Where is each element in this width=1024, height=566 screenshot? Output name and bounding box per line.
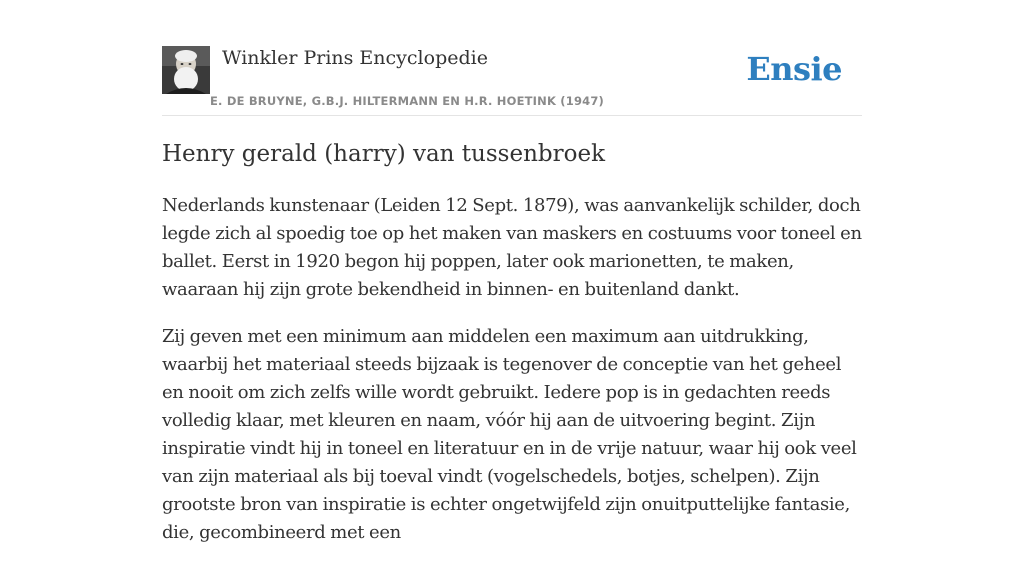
avatar[interactable] xyxy=(162,46,210,94)
portrait-icon xyxy=(162,46,210,94)
article-title: Henry gerald (harry) van tussenbroek xyxy=(162,141,606,167)
article-paragraph: Zij geven met een minimum aan middelen een maximum aan uitdrukking, waarbij het materiaal steeds bijzaak is tegenover de conceptie van het geheel en nooit om zich zelfs wille wordt gebruikt. Iedere pop is in gedachten reeds volledig klaar, met kleuren en naam, vóór hij aan de uitvoering begint. Zijn inspiratie vindt hij in toneel en literatuur en in de vrije natuur, waar hij ook veel van zijn materiaal als bij toeval vindt (vogelschedels, botjes, schelpen). Zijn grootste bron van inspiratie is echter ongetwijfeld zijn onuitputtelijke fantasie, die, gecombineerd met een xyxy=(162,326,857,543)
article-paragraph: Nederlands kunstenaar (Leiden 12 Sept. 1879), was aanvankelijk schilder, doch legde zich al spoedig toe op het maken van maskers en costuums voor toneel en ballet. Eerst in 1920 begon hij poppen, later ook marionetten, te maken, waaraan hij zijn grote bekendheid in binnen- en buitenland dankt. xyxy=(162,195,862,300)
publication-header xyxy=(162,46,862,116)
authors-line: E. DE BRUYNE, G.B.J. HILTERMANN EN H.R. HOETINK (1947) xyxy=(210,94,605,108)
brand-logo[interactable]: Ensie xyxy=(746,50,842,88)
article-body xyxy=(162,192,862,566)
publication-title[interactable]: Winkler Prins Encyclopedie xyxy=(222,47,488,69)
